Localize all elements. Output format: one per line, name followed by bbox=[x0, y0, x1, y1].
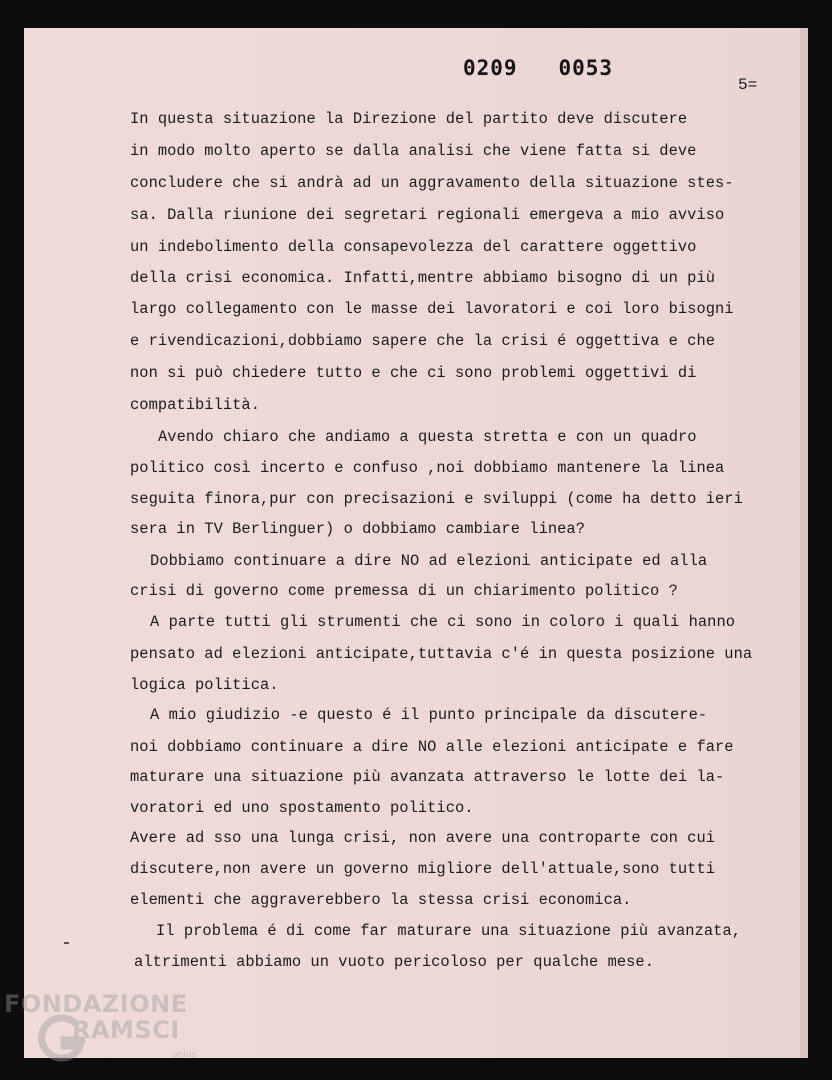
text-line: in modo molto aperto se dalla analisi che viene fatta si deve bbox=[130, 142, 697, 160]
page-number: 5= bbox=[738, 76, 758, 94]
text-line: sa. Dalla riunione dei segretari regionali emergeva a mio avviso bbox=[130, 206, 725, 224]
text-line: elementi che aggraverebbero la stessa crisi economica. bbox=[130, 891, 632, 909]
text-line: della crisi economica. Infatti,mentre abbiamo bisogno di un più bbox=[130, 269, 716, 287]
text-line: pensato ad elezioni anticipate,tuttavia c'é in questa posizione una bbox=[130, 645, 753, 663]
text-line: Avere ad sso una lunga crisi, non avere una controparte con cui bbox=[130, 829, 716, 847]
text-line: voratori ed uno spostamento politico. bbox=[130, 799, 474, 817]
text-line: altrimenti abbiamo un vuoto pericoloso per qualche mese. bbox=[134, 953, 655, 971]
fondazione-gramsci-watermark bbox=[4, 990, 204, 1070]
text-line: logica politica. bbox=[130, 676, 279, 694]
text-line: e rivendicazioni,dobbiamo sapere che la crisi é oggettiva e che bbox=[130, 332, 716, 350]
text-line: seguita finora,pur con precisazioni e sviluppi (come ha detto ieri bbox=[130, 490, 743, 508]
text-line: crisi di governo come premessa di un chiarimento politico ? bbox=[130, 582, 678, 600]
watermark-line1: FONDAZIONE bbox=[4, 990, 188, 1018]
text-line: Il problema é di come far maturare una situazione più avanzata, bbox=[156, 922, 742, 940]
text-line: Dobbiamo continuare a dire NO ad elezioni anticipate ed alla bbox=[150, 552, 708, 570]
text-line: In questa situazione la Direzione del partito deve discutere bbox=[130, 110, 688, 128]
text-line: maturare una situazione più avanzata attraverso le lotte dei la- bbox=[130, 768, 725, 786]
text-line: compatibilità. bbox=[130, 396, 261, 414]
text-line: discutere,non avere un governo migliore dell'attuale,sono tutti bbox=[130, 860, 716, 878]
margin-mark bbox=[64, 942, 69, 944]
text-line: largo collegamento con le masse dei lavoratori e coi loro bisogni bbox=[130, 300, 734, 318]
text-line: sera in TV Berlinguer) o dobbiamo cambiare linea? bbox=[130, 520, 586, 538]
text-line: noi dobbiamo continuare a dire NO alle elezioni anticipate e fare bbox=[130, 738, 734, 756]
page-edge bbox=[800, 28, 808, 1058]
watermark-line2: RAMSCI bbox=[72, 1016, 180, 1044]
text-line: politico così incerto e confuso ,noi dobbiamo mantenere la linea bbox=[130, 459, 725, 477]
text-line: concludere che si andrà ad un aggravamento della situazione stes- bbox=[130, 174, 734, 192]
text-line: Avendo chiaro che andiamo a questa stretta e con un quadro bbox=[158, 428, 697, 446]
text-line: A mio giudizio -e questo é il punto principale da discutere- bbox=[150, 706, 708, 724]
text-line: A parte tutti gli strumenti che ci sono in coloro i quali hanno bbox=[150, 613, 736, 631]
text-line: non si può chiedere tutto e che ci sono problemi oggettivi di bbox=[130, 364, 697, 382]
watermark-suffix: onlus bbox=[172, 1050, 197, 1060]
archive-code: 0209 0053 bbox=[463, 56, 614, 80]
text-line: un indebolimento della consapevolezza del carattere oggettivo bbox=[130, 238, 697, 256]
